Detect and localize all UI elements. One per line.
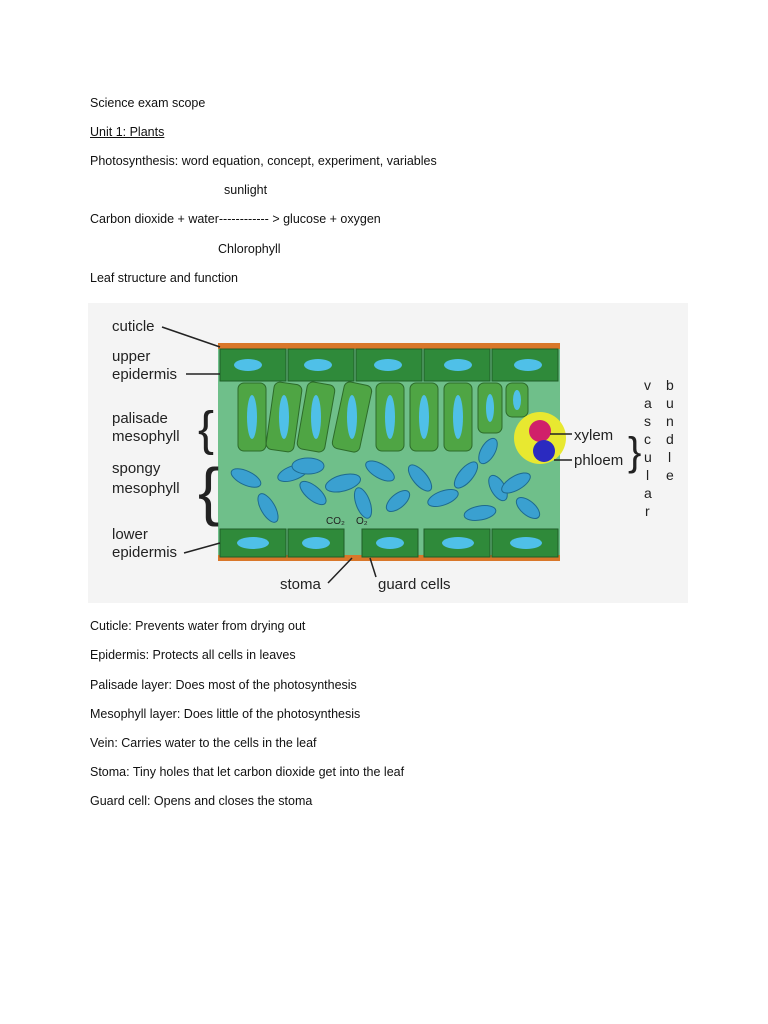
lower-epidermis <box>220 529 558 557</box>
definition-epidermis: Epidermis: Protects all cells in leaves <box>90 648 296 662</box>
label-upper-2: epidermis <box>112 366 178 383</box>
label-lower-2: epidermis <box>112 544 178 561</box>
leaf-cross-section-diagram <box>88 303 688 603</box>
definition-palisade: Palisade layer: Does most of the photosynthesis <box>90 678 357 692</box>
brace-palisade: { <box>198 403 215 456</box>
definition-stoma: Stoma: Tiny holes that let carbon dioxide get into the leaf <box>90 765 405 779</box>
label-spongy-1: spongy <box>112 460 161 477</box>
label-upper-1: upper <box>112 348 151 365</box>
unit-heading: Unit 1: Plants <box>90 125 165 139</box>
label-guard-cells: guard cells <box>378 576 451 593</box>
bundle-letter: d <box>666 431 674 447</box>
label-xylem: xylem <box>574 427 614 444</box>
brace-spongy: { <box>198 455 220 527</box>
definition-vein: Vein: Carries water to the cells in the leaf <box>90 736 317 750</box>
brace-vascular: } <box>628 430 642 474</box>
leaf-heading: Leaf structure and function <box>90 271 239 285</box>
bundle-letter: n <box>666 413 674 429</box>
definition-guard-cell: Guard cell: Opens and closes the stoma <box>90 794 313 808</box>
photosynthesis-topics: Photosynthesis: word equation, concept, experiment, variables <box>90 154 437 168</box>
upper-cuticle <box>218 343 560 349</box>
vascular-bundle <box>514 412 566 464</box>
bundle-letter: b <box>666 377 674 393</box>
bundle-letter: l <box>668 449 672 465</box>
gas-co2-label: CO₂ <box>326 516 345 527</box>
label-phloem: phloem <box>574 452 624 469</box>
doc-title: Science exam scope <box>90 96 206 110</box>
vascular-letter: a <box>644 485 652 501</box>
vascular-letter: v <box>644 377 651 393</box>
label-lower-1: lower <box>112 526 148 543</box>
label-palisade-2: mesophyll <box>112 428 180 445</box>
upper-epidermis <box>220 349 558 381</box>
vascular-letter: c <box>644 431 651 447</box>
equation-below: Chlorophyll <box>218 242 281 256</box>
word-equation: Carbon dioxide + water------------ > glucose + oxygen <box>90 212 381 226</box>
gas-o2-label: O₂ <box>356 516 368 527</box>
equation-above: sunlight <box>224 183 268 197</box>
definition-mesophyll: Mesophyll layer: Does little of the photosynthesis <box>90 707 361 721</box>
label-cuticle: cuticle <box>112 318 155 335</box>
vascular-letter: l <box>646 467 650 483</box>
definition-cuticle: Cuticle: Prevents water from drying out <box>90 619 306 633</box>
label-spongy-2: mesophyll <box>112 480 180 497</box>
vascular-letter: r <box>645 503 650 519</box>
bundle-letter: u <box>666 395 674 411</box>
vascular-letter: u <box>644 449 652 465</box>
vascular-letter: s <box>644 413 651 429</box>
label-stoma: stoma <box>280 576 321 593</box>
label-palisade-1: palisade <box>112 410 168 427</box>
vascular-letter: a <box>644 395 652 411</box>
bundle-letter: e <box>666 467 674 483</box>
